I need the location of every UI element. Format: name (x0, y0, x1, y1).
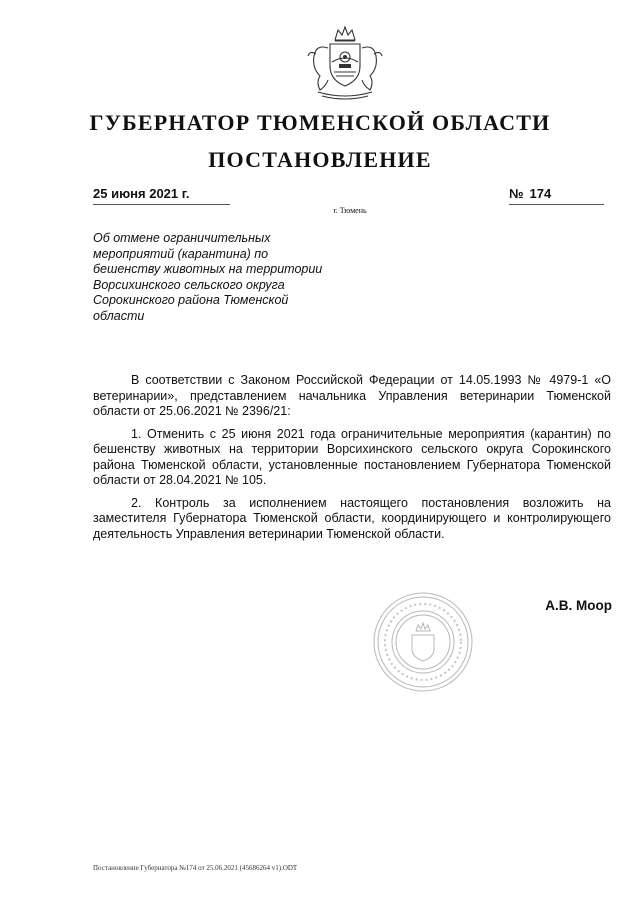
signatory-name: А.В. Моор (545, 598, 612, 613)
city-label: г. Тюмень (333, 206, 367, 215)
coat-of-arms-icon (302, 24, 388, 100)
body-paragraph: 1. Отменить с 25 июня 2021 года ограничительные мероприятия (карантин) по бешенству животных на территории Ворсихинского сельского округа Сорокинского района Тюменской области, установленные постановлением Губернатора Тюменской области от 28.04.2021 № 105. (93, 426, 611, 487)
body-paragraph: В соответствии с Законом Российской Федерации от 14.05.1993 № 4979-1 «О ветеринарии», представлением начальника Управления ветеринарии Тюменской области от 25.06.2021 № 2396/21: (93, 373, 611, 418)
number-value: 174 (529, 186, 552, 201)
document-date (93, 186, 230, 205)
document-type: ПОСТАНОВЛЕНИЕ (208, 147, 432, 172)
number-sign: № (509, 186, 524, 201)
document-body (93, 373, 611, 549)
authority-title: ГУБЕРНАТОР ТЮМЕНСКОЙ ОБЛАСТИ (89, 110, 551, 135)
footer-filename: Постановление Губернатора №174 от 25.06.2021 (45686264 v1).ODT (93, 864, 298, 872)
document-number (509, 186, 604, 205)
official-seal-icon (372, 591, 474, 693)
document-subject: Об отмене ограничительных мероприятий (карантина) по бешенству животных на территории Ворсихинского сельского округа Сорокинского района Тюменской области (93, 231, 323, 323)
body-paragraph: 2. Контроль за исполнением настоящего постановления возложить на заместителя Губернатора Тюменской области, координирующего и контролирующего деятельность Управления ветеринарии Тюменской области. (93, 495, 611, 541)
date-value: 25 июня 2021 г. (93, 186, 190, 201)
